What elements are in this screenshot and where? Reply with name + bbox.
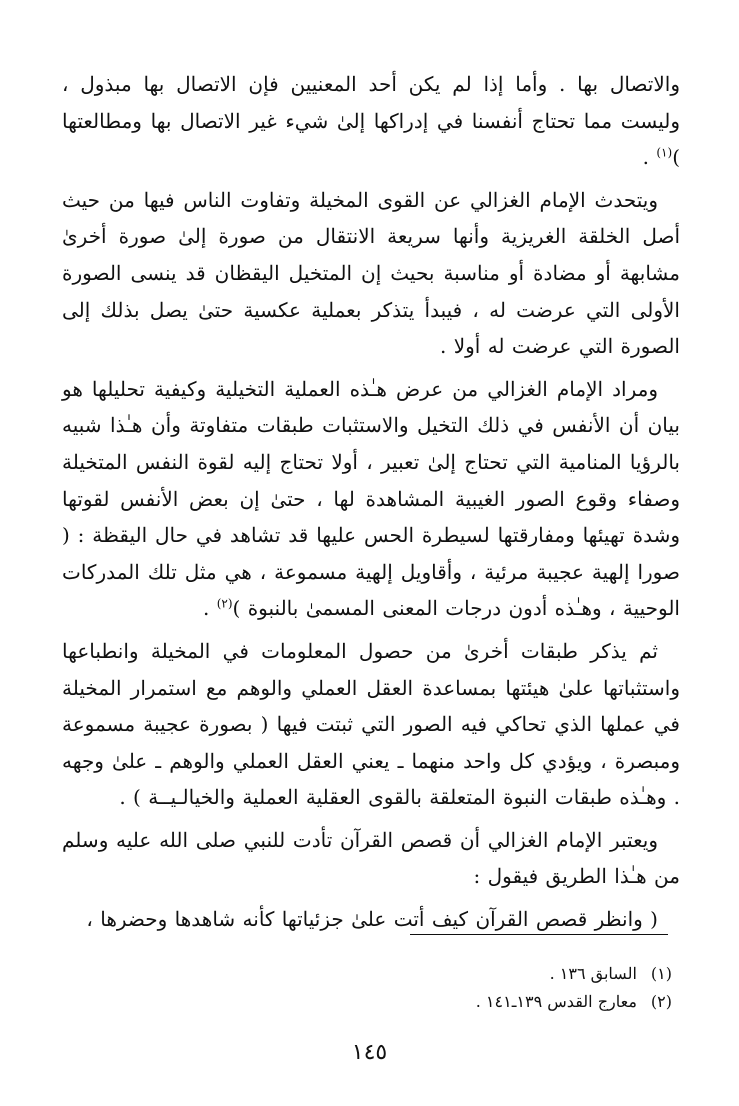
paragraph-2 bbox=[62, 182, 680, 365]
paragraph-text: ومراد الإمام الغزالي من عرض هـٰذه العملية التخيلية وكيفية تحليلها هو بيان أن الأنفس في ذلك التخيل والاستثبات طبقات متفاوتة وأن هـٰذا شبيه بالرؤيا المنامية التي تحتاج إلىٰ تعبير ، أولا تحتاج إليه لقوة النفس المتخيلة وصفاء وقوع الصور الغيبية المشاهدة لها ، حتىٰ إن بعض الأنفس لقوتها وشدة تهيئها ومفارقتها لسيطرة الحس عليها قد تشاهد في حال اليقظة : ( صورا إلهية عجيبة مرئية ، وأقاويل إلهية مسموعة ، هي مثل تلك المدركات الوحيية ، وهـٰذه أدون درجات المعنى المسمىٰ بالنبوة ) bbox=[62, 376, 680, 621]
paragraph-text: ويعتبر الإمام الغزالي أن قصص القرآن تأدت للنبي صلى الله عليه وسلم من هـٰذا الطريق فيقول : bbox=[62, 827, 680, 889]
footnote-text: معارج القدس ١٣٩ـ١٤١ . bbox=[475, 992, 637, 1011]
footnote-1 bbox=[200, 960, 672, 988]
paragraph-text: ثم يذكر طبقات أخرىٰ من حصول المعلومات في المخيلة وانطباعها واستثباتها علىٰ هيئتها بمساعدة العقل العملي والوهم مع استمرار المخيلة في عملها الذي تحاكي فيه الصور التي ثبتت فيها ( بصورة عجيبة مسموعة ومبصرة ، ويؤدي كل واحد منهما ـ يعني العقل العملي والوهم ـ علىٰ وجهه . وهـٰذه طبقات النبوة المتعلقة بالقوى العقلية العملية والخيالـيــة ) . bbox=[62, 638, 680, 810]
footnote-text: السابق ١٣٦ . bbox=[549, 964, 637, 983]
paragraph-text: والاتصال بها . وأما إذا لم يكن أحد المعنيين فإن الاتصال بها مبذول ، وليست مما تحتاج أنفسنا في إدراكها إلىٰ شيء غير الاتصال بها ومطالعتها ) bbox=[62, 72, 680, 170]
paragraph-tail: . bbox=[642, 145, 657, 170]
paragraph-3 bbox=[62, 371, 680, 627]
paragraph-text: ( وانظر قصص القرآن كيف أتت علىٰ جزئياتها كأنه شاهدها وحضرها ، bbox=[86, 907, 658, 932]
paragraph-1 bbox=[62, 66, 680, 176]
page-number: ١٤٥ bbox=[351, 1040, 388, 1065]
footnote-number: (١) bbox=[650, 964, 672, 983]
paragraph-text: ويتحدث الإمام الغزالي عن القوى المخيلة وتفاوت الناس فيها من حيث أصل الخلقة الغريزية وأنها سريعة الانتقال من صورة إلىٰ صورة أخرىٰ مشابهة أو مضادة أو مناسبة بحيث إن المتخيل اليقظان قد ينسى الصورة الأولى التي عرضت له ، فيبدأ يتذكر بعملية عكسية حتىٰ يصل بذلك إلى الصورة التي عرضت له أولا . bbox=[62, 187, 680, 359]
footnote-divider bbox=[410, 934, 668, 935]
paragraph-5 bbox=[62, 822, 680, 895]
paragraph-tail: . bbox=[203, 596, 217, 621]
footnotes bbox=[200, 960, 672, 1016]
paragraph-6 bbox=[62, 901, 680, 938]
body-text bbox=[62, 66, 680, 938]
footnote-ref-2[interactable]: (٢) bbox=[216, 596, 233, 611]
footnote-ref-1[interactable]: (١) bbox=[656, 145, 673, 160]
paragraph-4 bbox=[62, 633, 680, 816]
footnote-number: (٢) bbox=[650, 992, 672, 1011]
footnote-2 bbox=[200, 988, 672, 1016]
